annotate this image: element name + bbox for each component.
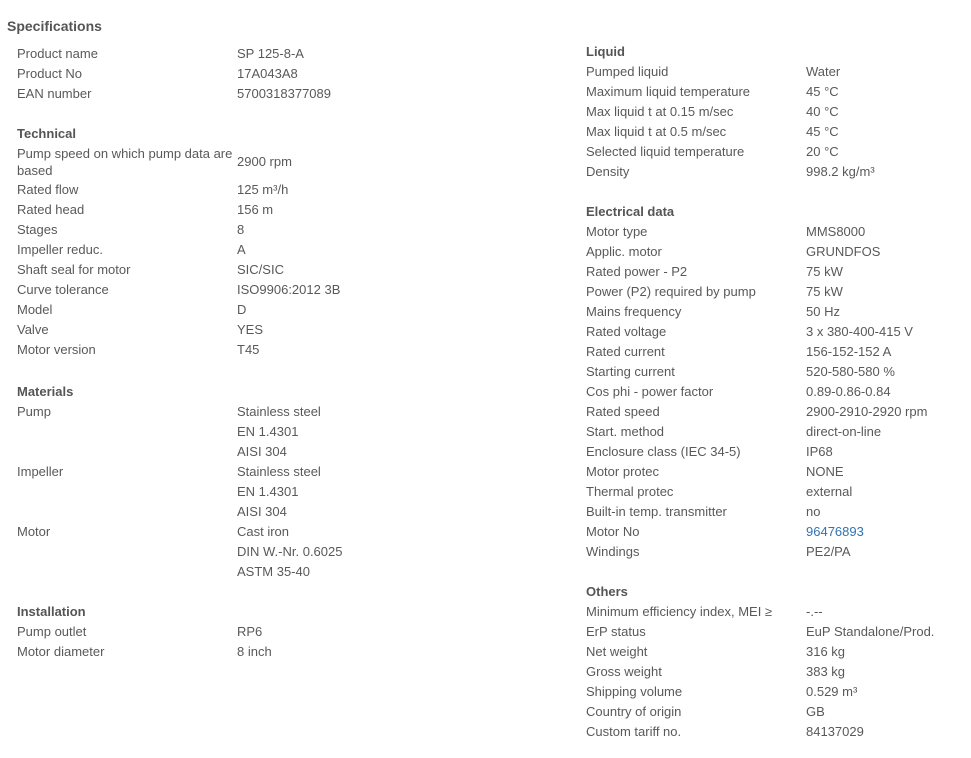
spec-value: Water [806,64,841,79]
spec-row [586,502,927,522]
spec-label: Country of origin [586,704,682,719]
spec-row [17,200,340,220]
spec-value-line: EN 1.4301 [237,424,299,439]
spec-label: Built-in temp. transmitter [586,504,727,519]
spec-row [17,260,340,280]
spec-value-line: Stainless steel [237,464,321,479]
spec-label: Pumped liquid [586,64,669,79]
spec-label: Cos phi - power factor [586,384,714,399]
spec-label: Shaft seal for motor [17,262,131,277]
spec-value: SIC/SIC [237,262,284,277]
page-title: Specifications [7,18,102,34]
spec-value: external [806,484,853,499]
spec-row [17,402,342,462]
spec-label: Pump outlet [17,624,87,639]
spec-label: Motor protec [586,464,659,479]
spec-row [586,462,927,482]
spec-label: Rated voltage [586,324,667,339]
spec-row [586,442,927,462]
spec-label: Rated current [586,344,665,359]
others-section [586,582,934,742]
spec-row [17,642,272,662]
spec-value: no [806,504,821,519]
spec-value: MMS8000 [806,224,866,239]
spec-row [17,340,340,360]
spec-label: Motor type [586,224,648,239]
spec-row [586,82,875,102]
spec-value: PE2/PA [806,544,851,559]
spec-label: Product No [17,66,83,81]
spec-value-line: EN 1.4301 [237,484,299,499]
spec-row [17,144,340,180]
spec-row [17,220,340,240]
spec-label: Stages [17,222,58,237]
spec-row [586,702,934,722]
spec-label: Motor [17,524,51,539]
spec-value-line: Stainless steel [237,404,321,419]
spec-row [17,300,340,320]
spec-value: 17A043A8 [237,66,298,81]
spec-value: GB [806,704,825,719]
spec-value-line: Cast iron [237,524,290,539]
spec-value: 0.89-0.86-0.84 [806,384,891,399]
spec-label: Impeller reduc. [17,242,103,257]
spec-row [586,322,927,342]
spec-row [586,602,934,622]
section-title: Others [586,584,628,599]
spec-value: T45 [237,342,260,357]
spec-label: Valve [17,322,49,337]
spec-row [17,280,340,300]
spec-label: Net weight [586,644,648,659]
motor-no-link[interactable]: 96476893 [806,524,864,539]
spec-label: Thermal protec [586,484,674,499]
spec-value-line: ASTM 35-40 [237,564,310,579]
spec-value: NONE [806,464,844,479]
spec-value [237,462,321,522]
spec-value: 20 °C [806,144,839,159]
spec-label: Windings [586,544,640,559]
spec-label: Shipping volume [586,684,683,699]
spec-row [586,62,875,82]
spec-value: 45 °C [806,84,839,99]
spec-row [17,180,340,200]
spec-label: Mains frequency [586,304,682,319]
spec-value: 156-152-152 A [806,344,892,359]
spec-value: 316 kg [806,644,846,659]
spec-value: 8 [237,222,245,237]
spec-label: Custom tariff no. [586,724,682,739]
spec-label: Rated head [17,202,85,217]
spec-value: 2900 rpm [237,154,292,169]
spec-value: 75 kW [806,264,843,279]
spec-row [586,122,875,142]
spec-label: EAN number [17,86,92,101]
spec-value: 8 inch [237,644,272,659]
spec-value: IP68 [806,444,833,459]
spec-value: D [237,302,247,317]
spec-row [17,64,331,84]
spec-row [586,642,934,662]
spec-label: Rated speed [586,404,660,419]
spec-value-line: DIN W.-Nr. 0.6025 [237,544,343,559]
spec-row [586,242,927,262]
spec-label: Pump speed on which pump data are based [17,146,233,178]
spec-row [586,542,927,562]
spec-row [17,462,342,522]
spec-label: Curve tolerance [17,282,109,297]
spec-row [17,522,342,582]
spec-row [586,102,875,122]
spec-value: 40 °C [806,104,839,119]
spec-value-line: AISI 304 [237,504,287,519]
spec-row [586,222,927,242]
spec-value: 520-580-580 % [806,364,895,379]
spec-value: ISO9906:2012 3B [237,282,341,297]
spec-row [17,84,331,104]
spec-label: Enclosure class (IEC 34-5) [586,444,741,459]
spec-label: Maximum liquid temperature [586,84,751,99]
spec-row [586,282,927,302]
section-title: Technical [17,126,77,141]
spec-label: Max liquid t at 0.5 m/sec [586,124,727,139]
spec-value: EuP Standalone/Prod. [806,624,935,639]
spec-label: Minimum efficiency index, MEI ≥ [586,604,773,619]
spec-label: Selected liquid temperature [586,144,745,159]
spec-value: A [237,242,246,257]
general-section [17,44,331,104]
spec-value: 125 m³/h [237,182,289,197]
spec-row [586,362,927,382]
spec-value [237,522,342,582]
materials-section [17,382,342,582]
section-title: Materials [17,384,74,399]
spec-label: Gross weight [586,664,662,679]
spec-label: Starting current [586,364,675,379]
spec-row [17,622,272,642]
spec-value-line: AISI 304 [237,444,287,459]
spec-value: direct-on-line [806,424,882,439]
spec-value: GRUNDFOS [806,244,881,259]
spec-row [586,722,934,742]
installation-section [17,602,272,662]
spec-label: Impeller [17,464,64,479]
spec-row [586,682,934,702]
spec-value: 3 x 380-400-415 V [806,324,913,339]
spec-value: 0.529 m³ [806,684,858,699]
spec-value: 5700318377089 [237,86,331,101]
spec-label: Rated power - P2 [586,264,688,279]
spec-label: Density [586,164,630,179]
spec-value: SP 125-8-A [237,46,304,61]
spec-label: Pump [17,404,51,419]
spec-value: 84137029 [806,724,864,739]
spec-row [17,44,331,64]
spec-value: 998.2 kg/m³ [806,164,875,179]
spec-row [586,622,934,642]
spec-row [586,302,927,322]
spec-value: -.-- [806,604,823,619]
spec-label: Motor version [17,342,96,357]
spec-value: 50 Hz [806,304,840,319]
spec-value: 45 °C [806,124,839,139]
spec-value: 383 kg [806,664,846,679]
spec-row [586,482,927,502]
spec-row [586,142,875,162]
spec-label: Motor No [586,524,640,539]
spec-label: Motor diameter [17,644,105,659]
spec-value: RP6 [237,624,263,639]
spec-row [586,422,927,442]
spec-row [586,662,934,682]
section-title: Liquid [586,44,625,59]
liquid-section [586,42,875,182]
spec-label: Product name [17,46,98,61]
spec-label: Rated flow [17,182,79,197]
spec-value: 156 m [237,202,274,217]
spec-row [17,320,340,340]
section-title: Electrical data [586,204,675,219]
technical-section [17,124,340,360]
spec-row [586,382,927,402]
spec-row [586,262,927,282]
spec-row [586,522,927,542]
spec-row [586,162,875,182]
spec-value: YES [237,322,264,337]
spec-row [17,240,340,260]
spec-value [237,402,321,462]
spec-row [586,402,927,422]
spec-row [586,342,927,362]
spec-label: ErP status [586,624,646,639]
spec-label: Start. method [586,424,665,439]
spec-label: Max liquid t at 0.15 m/sec [586,104,734,119]
spec-label: Power (P2) required by pump [586,284,756,299]
spec-label: Model [17,302,53,317]
spec-value: 2900-2910-2920 rpm [806,404,928,419]
electrical-section [586,202,927,562]
spec-label: Applic. motor [586,244,662,259]
section-title: Installation [17,604,86,619]
spec-value: 75 kW [806,284,843,299]
